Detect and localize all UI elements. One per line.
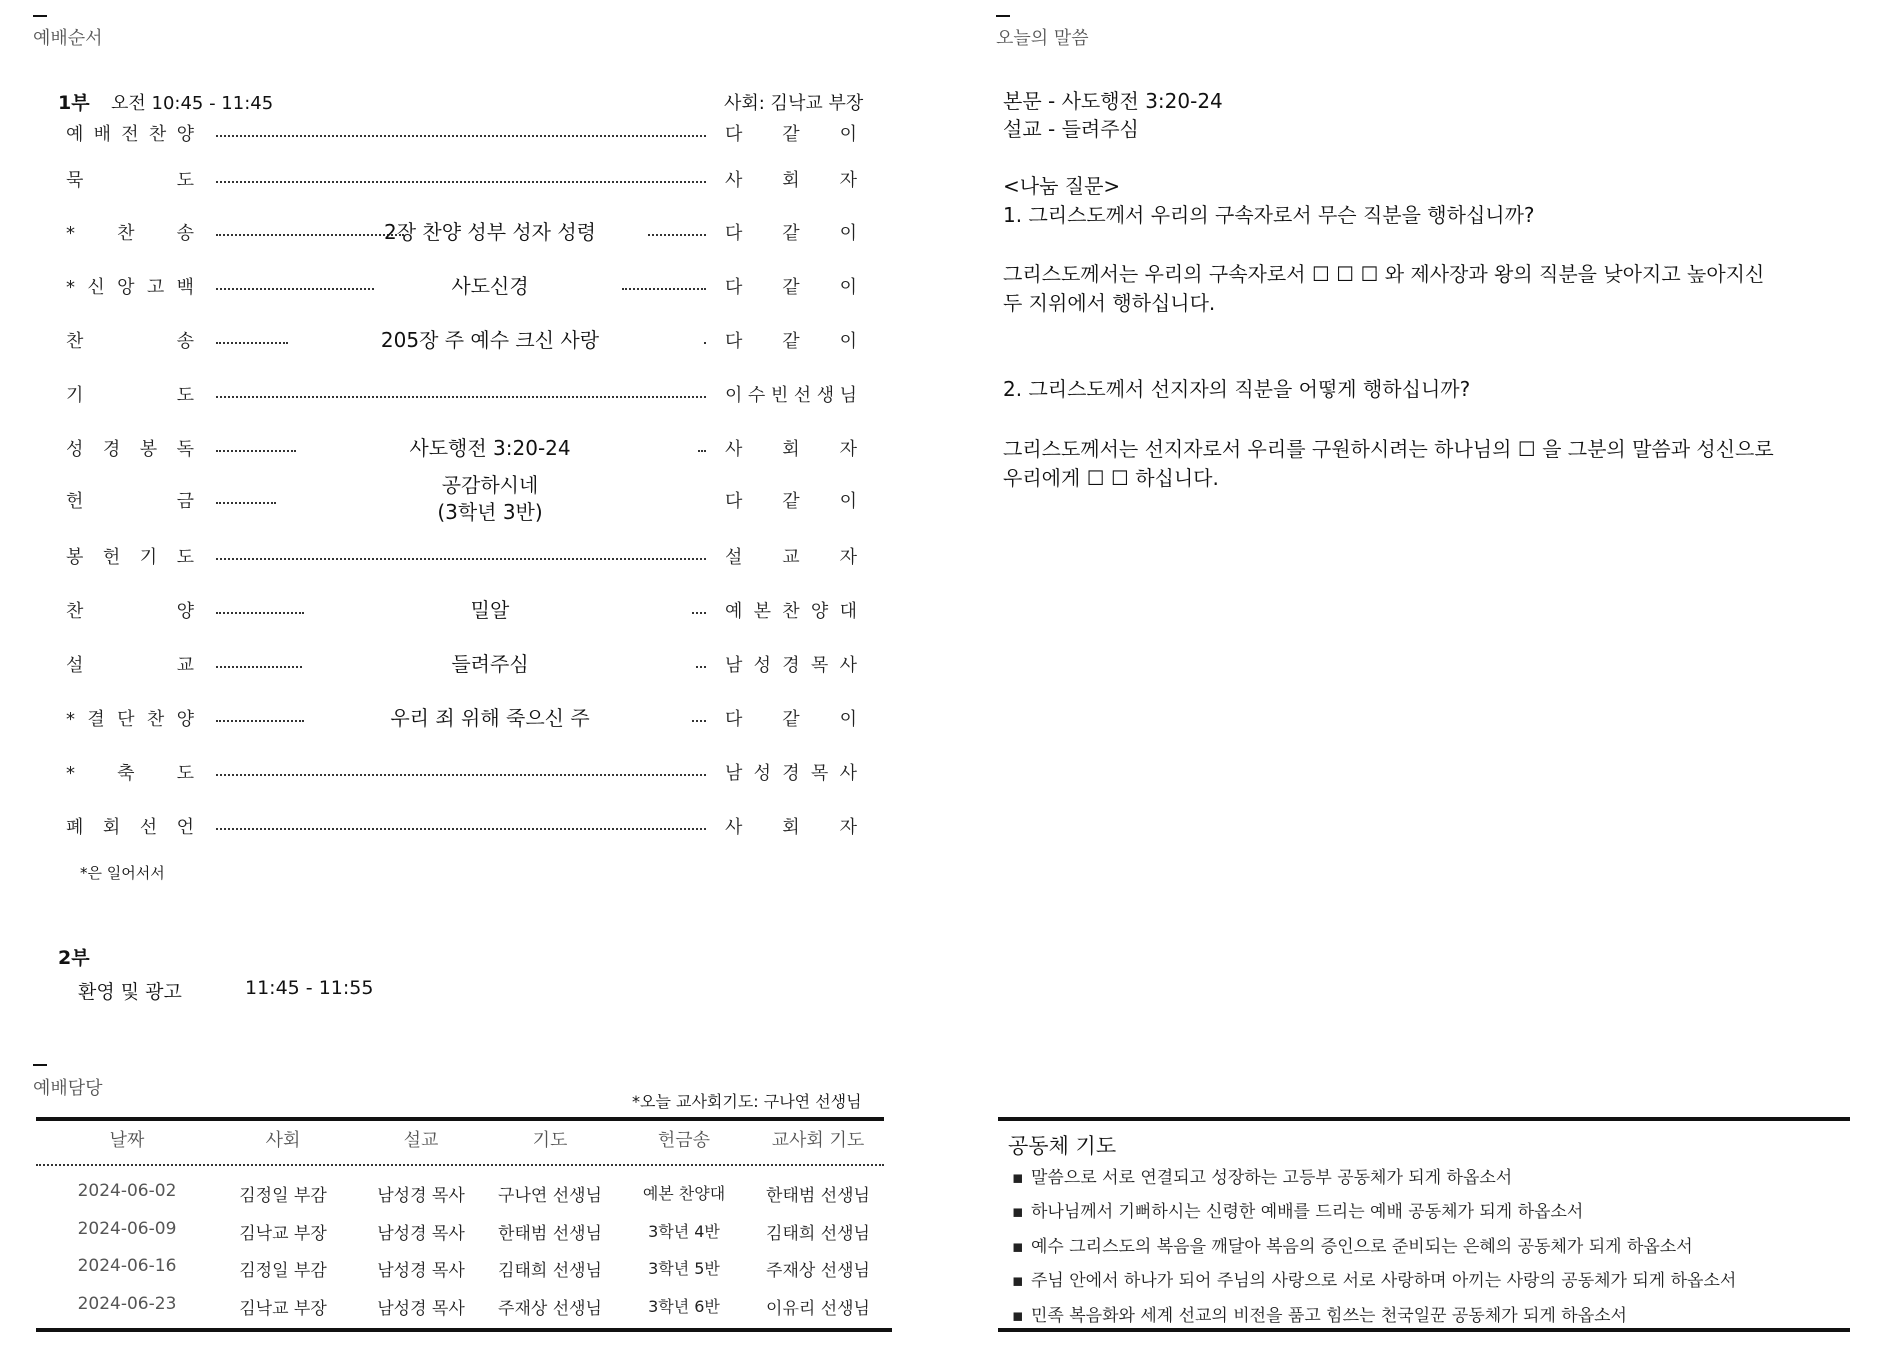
- table-cell: 김태희 선생님: [766, 1224, 870, 1244]
- order-row-detail: 사도신경: [451, 274, 529, 298]
- order-row-leader-char: 같: [782, 223, 800, 244]
- order-row-label-char: 배: [93, 124, 112, 145]
- order-row-label-char: 언: [176, 817, 194, 838]
- order-row-label-char: 양: [176, 709, 194, 730]
- prayer-item: [1015, 1200, 1583, 1224]
- order-row-leader-char: 설: [725, 547, 743, 568]
- leader-dots: [216, 774, 706, 776]
- order-row-leader-char: 목: [810, 763, 829, 784]
- prayer-item: [1015, 1235, 1693, 1259]
- order-row-leader-char: 선: [793, 385, 812, 406]
- order-row-leader: [725, 653, 857, 679]
- order-row-label-char: 선: [139, 817, 158, 838]
- section-marker: [33, 15, 47, 17]
- order-row-detail: 들려주심: [451, 652, 529, 676]
- table-cell: 주재상 선생님: [766, 1261, 870, 1281]
- order-row-label: [66, 437, 194, 463]
- word-line: 우리에게 ☐ ☐ 하십니다.: [1003, 466, 1219, 490]
- order-row-label-char: 송: [176, 223, 194, 244]
- order-row-leader-char: 성: [753, 655, 772, 676]
- order-row-leader-char: 같: [782, 491, 800, 512]
- order-row-leader: [725, 761, 857, 787]
- order-row-label-char: 설: [66, 655, 84, 676]
- prayer-bottom-rule: [998, 1328, 1850, 1332]
- order-row-leader-char: 빈: [770, 385, 789, 406]
- order-row-leader-char: 사: [839, 655, 857, 676]
- order-row-label-char: 독: [176, 439, 194, 460]
- leader-dots: [648, 234, 706, 236]
- order-row: [66, 599, 856, 639]
- order-row-leader-char: 경: [782, 655, 800, 676]
- table-cell: 김낙교 부장: [239, 1224, 327, 1244]
- table-cell: 2024-06-09: [77, 1219, 177, 1239]
- order-row-leader-char: 양: [810, 601, 829, 622]
- order-row-label-char: 도: [176, 170, 194, 191]
- order-row-leader-char: 교: [782, 547, 800, 568]
- order-row: [66, 383, 856, 423]
- teacher-prayer-note: *오늘 교사회기도: 구나연 선생님: [632, 1092, 862, 1111]
- leader-dots: [216, 450, 296, 452]
- prayer-item-text: 말씀으로 서로 연결되고 성장하는 고등부 공동체가 되게 하옵소서: [1031, 1168, 1513, 1188]
- order-row-label: [66, 815, 194, 841]
- word-line: 두 지위에서 행하십니다.: [1003, 291, 1216, 315]
- table-cell: 3학년 6반: [648, 1297, 720, 1316]
- sermon-header: 설교: [403, 1130, 439, 1151]
- leader-dots: [216, 342, 288, 344]
- order-row: [66, 329, 856, 369]
- part1-host: 사회: 김낙교 부장: [724, 93, 864, 114]
- word-line: <나눔 질문>: [1003, 174, 1121, 198]
- order-row-leader-char: 이: [839, 277, 857, 298]
- leader-dots: [216, 181, 706, 183]
- order-row-label-char: 축: [117, 763, 135, 784]
- table-cell: 주재상 선생님: [498, 1299, 602, 1319]
- order-row-leader-char: 사: [725, 817, 743, 838]
- order-row: [66, 653, 856, 693]
- order-row-label-char: *: [66, 277, 75, 298]
- table-cell: 김태희 선생님: [498, 1261, 602, 1281]
- order-row: [66, 275, 856, 315]
- order-row-leader-char: 자: [839, 170, 857, 191]
- leader-dots: [696, 666, 706, 668]
- order-row-detail: 205장 주 예수 크신 사랑: [380, 328, 600, 352]
- order-row-leader-char: 남: [725, 655, 743, 676]
- table-top-rule: [36, 1117, 884, 1121]
- order-row-leader-char: 자: [839, 439, 857, 460]
- order-row-label-char: *: [66, 763, 75, 784]
- word-line: 그리스도께서는 선지자로서 우리를 구원하시려는 하나님의 ☐ 을 그분의 말씀과 성신으로: [1003, 437, 1774, 461]
- leader-dots: [692, 612, 706, 614]
- order-row-leader: [725, 489, 857, 515]
- order-row-leader-char: 수: [747, 385, 766, 406]
- order-row-leader-char: 다: [725, 709, 743, 730]
- order-row-leader-char: 이: [839, 223, 857, 244]
- order-row-label: [66, 221, 194, 247]
- table-cell: 구나연 선생님: [498, 1186, 602, 1206]
- order-row-label-char: 찬: [66, 601, 84, 622]
- order-row-label: [66, 599, 194, 625]
- order-row: [66, 473, 857, 524]
- table-cell: 2024-06-16: [77, 1256, 177, 1276]
- order-row-leader-char: 본: [753, 601, 772, 622]
- order-row-label-char: *: [66, 223, 75, 244]
- order-row-leader-char: 목: [810, 655, 829, 676]
- order-row-leader-char: 회: [782, 170, 800, 191]
- order-row-leader: [725, 383, 857, 409]
- order-row-label-char: *: [66, 709, 75, 730]
- order-row-label-char: 양: [176, 124, 194, 145]
- order-row-leader-char: 사: [725, 170, 743, 191]
- order-row-label: [66, 275, 194, 301]
- order-row-label-char: 찬: [117, 223, 135, 244]
- order-row-leader-char: 회: [782, 439, 800, 460]
- order-row-detail: 사도행전 3:20-24: [409, 436, 571, 460]
- word-section-title: 오늘의 말씀: [996, 28, 1089, 49]
- leader-dots: [216, 666, 302, 668]
- part2-time: 11:45 - 11:55: [245, 977, 374, 999]
- order-row-leader-char: 다: [725, 491, 743, 512]
- order-row-label: [66, 383, 194, 409]
- leader-dots: [216, 558, 706, 560]
- order-row-label-char: 전: [121, 124, 139, 145]
- order-row-leader-char: 다: [725, 331, 743, 352]
- order-row-label: [66, 545, 194, 571]
- word-line: 설교 - 들려주심: [1003, 117, 1139, 141]
- order-row-leader-char: 성: [753, 763, 772, 784]
- order-row-leader-char: 이: [725, 385, 743, 406]
- prayer-item-text: 주님 안에서 하나가 되어 주님의 사랑으로 서로 사랑하며 아끼는 사랑의 공동체가 되게 하옵소서: [1031, 1271, 1737, 1291]
- table-cell: 이유리 선생님: [766, 1299, 870, 1319]
- prayer-item: [1015, 1269, 1736, 1293]
- order-row-leader-char: 이: [839, 491, 857, 512]
- order-row-label-char: 성: [66, 439, 84, 460]
- order-row-detail: 우리 죄 위해 죽으신 주: [390, 706, 590, 730]
- table-cell: 2024-06-23: [77, 1294, 177, 1314]
- order-section-title: 예배순서: [33, 28, 103, 49]
- order-row-label-char: 기: [139, 547, 158, 568]
- order-row-leader-char: 다: [725, 277, 743, 298]
- order-row-leader-char: 같: [782, 124, 800, 145]
- order-row-label-char: 금: [176, 491, 194, 512]
- leader-dots: [216, 828, 706, 830]
- order-row-detail: 밀알: [470, 598, 510, 622]
- order-row-label-char: 기: [66, 385, 84, 406]
- table-cell: 남성경 목사: [377, 1299, 465, 1319]
- order-row-label-char: 경: [102, 439, 121, 460]
- order-row-label-char: 도: [176, 547, 194, 568]
- order-row-label-char: 교: [176, 655, 194, 676]
- host-header: 사회: [265, 1130, 301, 1151]
- part2-label: 2부: [58, 947, 90, 969]
- part1-time: 오전 10:45 - 11:45: [111, 93, 274, 114]
- table-cell: 남성경 목사: [377, 1261, 465, 1281]
- leader-dots: [216, 502, 276, 504]
- table-bottom-rule: [36, 1328, 892, 1332]
- leader-dots: [698, 450, 706, 452]
- order-row-leader: [725, 707, 857, 733]
- table-cell: 김정일 부감: [239, 1186, 327, 1206]
- prayer-item: [1015, 1166, 1512, 1190]
- order-row-leader-char: 사: [839, 763, 857, 784]
- order-row-label-char: 고: [146, 277, 165, 298]
- date-header: 날짜: [109, 1130, 145, 1151]
- order-row-leader: [725, 122, 857, 148]
- leader-dots: [216, 720, 304, 722]
- order-row-label-char: 신: [87, 277, 105, 298]
- table-cell: 남성경 목사: [377, 1224, 465, 1244]
- order-row-label-char: 예: [66, 124, 84, 145]
- order-row-leader: [725, 329, 857, 355]
- order-row: [66, 122, 856, 162]
- order-row: [66, 545, 856, 585]
- order-row-detail: 공감하시네 (3학년 3반): [437, 473, 543, 524]
- order-row-label-char: 백: [176, 277, 194, 298]
- order-row-label-char: 헌: [102, 547, 121, 568]
- standing-note: *은 일어서서: [80, 864, 165, 882]
- order-row-label-char: 묵: [66, 170, 84, 191]
- order-row-label: [66, 489, 194, 515]
- order-row-leader-char: 이: [839, 124, 857, 145]
- prayer-top-rule: [998, 1117, 1850, 1121]
- order-row-leader-char: 이: [839, 709, 857, 730]
- leader-dots: [216, 135, 706, 137]
- order-row: [66, 168, 856, 208]
- leader-dots: [704, 342, 706, 344]
- table-cell: 김정일 부감: [239, 1261, 327, 1281]
- prayer-header: 기도: [532, 1130, 568, 1151]
- part1-label: 1부: [58, 92, 90, 114]
- prayer-item-text: 예수 그리스도의 복음을 깨달아 복음의 증인으로 준비되는 은혜의 공동체가 되게 하옵소서: [1031, 1237, 1693, 1257]
- order-row-leader: [725, 275, 857, 301]
- order-row-label-char: 찬: [146, 709, 165, 730]
- order-row-leader-char: 사: [725, 439, 743, 460]
- section-marker: [996, 15, 1010, 17]
- order-row-leader-char: 자: [839, 547, 857, 568]
- order-row-label-char: 회: [102, 817, 121, 838]
- order-row-label-char: 도: [176, 385, 194, 406]
- prayer-item: [1015, 1304, 1627, 1328]
- leader-dots: [692, 720, 706, 722]
- order-row-label-char: 결: [87, 709, 105, 730]
- order-row-label-char: 봉: [66, 547, 84, 568]
- order-row-leader-char: 다: [725, 223, 743, 244]
- order-row-label-char: 단: [117, 709, 135, 730]
- order-row-leader-char: 같: [782, 331, 800, 352]
- order-row-leader-char: 다: [725, 124, 743, 145]
- order-row-label: [66, 653, 194, 679]
- word-line: 본문 - 사도행전 3:20-24: [1003, 89, 1223, 113]
- table-cell: 한태범 선생님: [498, 1224, 602, 1244]
- order-row-label-char: 앙: [117, 277, 135, 298]
- word-line: 1. 그리스도께서 우리의 구속자로서 무슨 직분을 행하십니까?: [1003, 203, 1535, 227]
- order-row-label-char: 폐: [66, 817, 84, 838]
- order-row-leader-char: 님: [839, 385, 857, 406]
- prayer-item-text: 하나님께서 기뻐하시는 신령한 예배를 드리는 예배 공동체가 되게 하옵소서: [1031, 1202, 1584, 1222]
- offering-song-header: 헌금송: [657, 1130, 711, 1151]
- table-cell: 김낙교 부장: [239, 1299, 327, 1319]
- order-row-leader-char: 회: [782, 817, 800, 838]
- order-row-leader-char: 같: [782, 709, 800, 730]
- order-row-label-char: 찬: [66, 331, 84, 352]
- word-line: 그리스도께서는 우리의 구속자로서 ☐ ☐ ☐ 와 제사장과 왕의 직분을 낮아지고 높아지신: [1003, 262, 1765, 286]
- order-row-leader: [725, 221, 857, 247]
- order-row-leader-char: 대: [839, 601, 857, 622]
- order-row-leader: [725, 599, 857, 625]
- order-row-label-char: 도: [176, 763, 194, 784]
- order-row-leader-char: 찬: [782, 601, 800, 622]
- order-row-label: [66, 168, 194, 194]
- teacher-prayer-header: 교사회 기도: [771, 1130, 865, 1151]
- order-row-label-char: 양: [176, 601, 194, 622]
- word-line: 2. 그리스도께서 선지자의 직분을 어떻게 행하십니까?: [1003, 377, 1471, 401]
- order-row-label: [66, 122, 194, 148]
- table-cell: 2024-06-02: [77, 1181, 177, 1201]
- table-cell: 3학년 4반: [648, 1222, 720, 1241]
- order-row-leader: [725, 437, 857, 463]
- order-row-label-char: 헌: [66, 491, 84, 512]
- order-row-leader: [725, 545, 857, 571]
- order-row: [66, 221, 856, 261]
- order-row-label: [66, 329, 194, 355]
- order-row-label: [66, 761, 194, 787]
- table-header-rule: [36, 1164, 884, 1166]
- order-row-leader-char: 같: [782, 277, 800, 298]
- table-cell: 3학년 5반: [648, 1259, 720, 1278]
- order-row-label-char: 봉: [139, 439, 158, 460]
- order-row-leader-char: 자: [839, 817, 857, 838]
- prayer-item-text: 민족 복음화와 세계 선교의 비전을 품고 힘쓰는 천국일꾼 공동체가 되게 하옵소서: [1031, 1306, 1627, 1326]
- order-row-leader-char: 남: [725, 763, 743, 784]
- prayer-section-title: 공동체 기도: [1008, 1134, 1117, 1158]
- order-row: [66, 761, 856, 801]
- section-marker: [33, 1064, 47, 1066]
- order-row-leader-char: 경: [782, 763, 800, 784]
- leader-dots: [216, 612, 304, 614]
- order-row-leader-char: 이: [839, 331, 857, 352]
- order-row-leader: [725, 815, 857, 841]
- table-cell: 남성경 목사: [377, 1186, 465, 1206]
- order-row: [66, 437, 856, 477]
- order-row-leader-char: 예: [725, 601, 743, 622]
- order-row-label-char: 송: [176, 331, 194, 352]
- order-row-leader-char: 생: [816, 385, 835, 406]
- order-row-label-char: 찬: [148, 124, 167, 145]
- order-row: [66, 707, 856, 747]
- duty-section-title: 예배담당: [33, 1078, 103, 1099]
- leader-dots: [216, 396, 706, 398]
- table-cell: 한태범 선생님: [766, 1186, 870, 1206]
- order-row: [66, 815, 856, 855]
- order-row-detail: 2장 찬양 성부 성자 성령: [383, 220, 597, 244]
- table-cell: 예본 찬양대: [642, 1184, 726, 1203]
- part2-item: 환영 및 광고: [78, 981, 182, 1003]
- order-row-leader: [725, 168, 857, 194]
- order-row-label: [66, 707, 194, 733]
